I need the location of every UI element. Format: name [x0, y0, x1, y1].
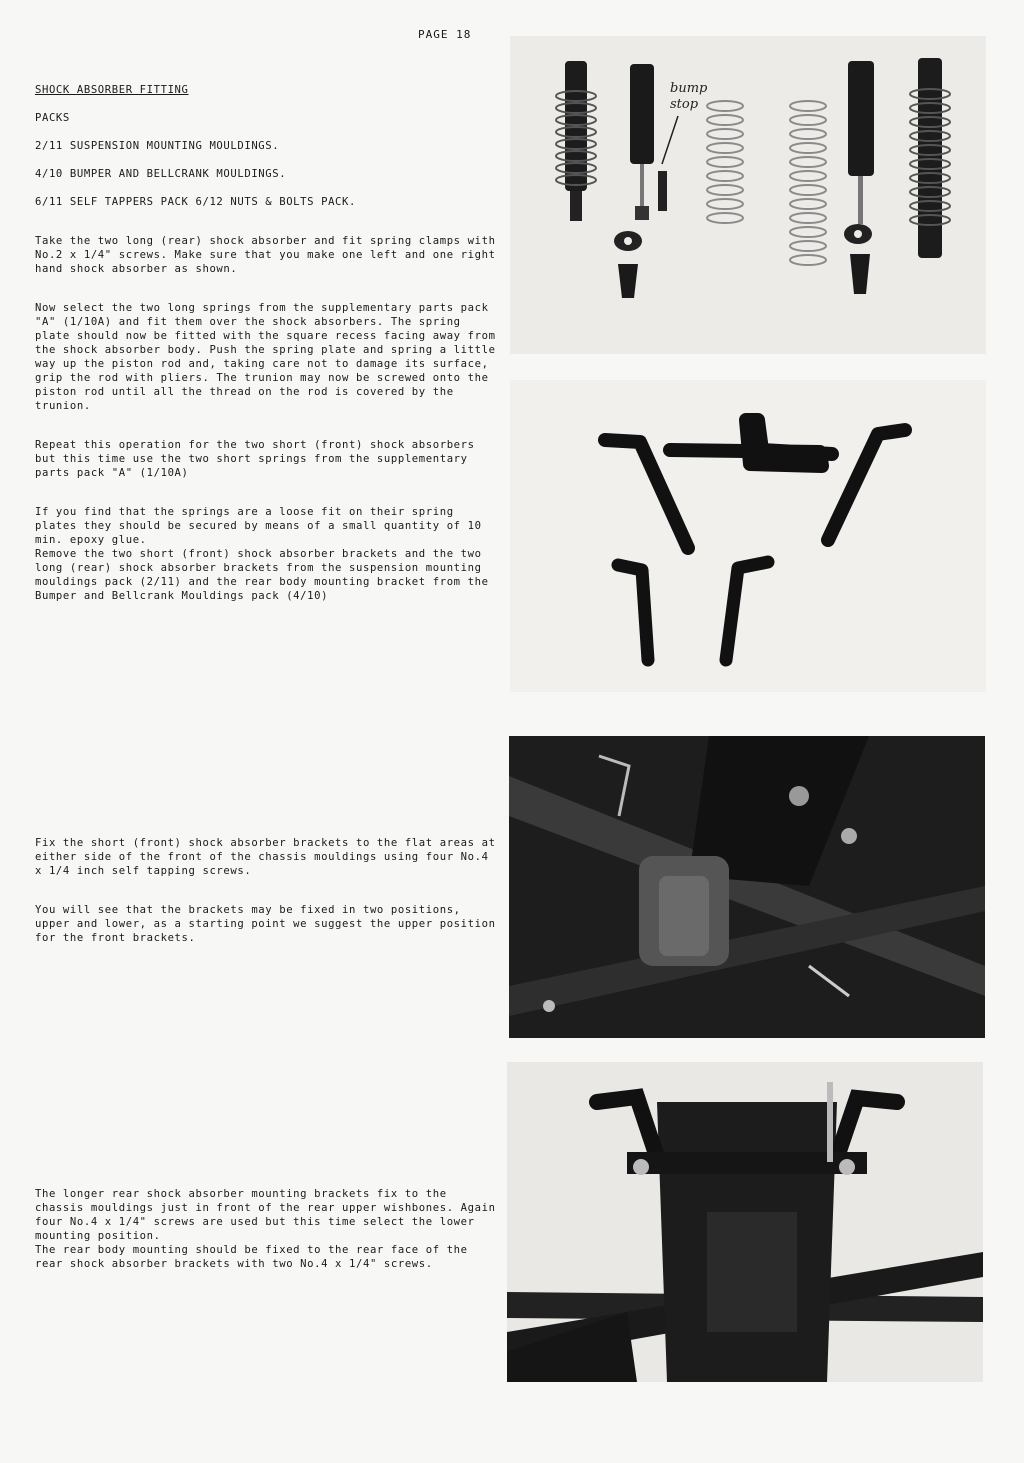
section-shock-absorber-fitting [35, 69, 497, 572]
bump-stop-annotation: stop [670, 97, 699, 112]
photo-shock-absorbers [510, 36, 986, 354]
step-fix-front-brackets [35, 822, 497, 970]
pack-line: 2/11 SUSPENSION MOUNTING MOULDINGS. [35, 140, 280, 152]
instruction-paragraph: Take the two long (rear) shock absorber and fit spring clamps with No.2 x 1/4" screws. Make sure that you make one left and one right hand shock absorber as shown. [35, 235, 496, 275]
photo-rear-chassis [507, 1062, 983, 1382]
instruction-paragraph: Remove the two short (front) shock absorber brackets and the two long (rear) shock absorber brackets from the suspension mounting mouldings pack (2/11) and the rear body mounting bracket from the Bumper and Bellcrank Mouldings pack (4/10) [35, 548, 489, 602]
step-fix-rear-brackets [35, 1173, 497, 1296]
instruction-paragraph: Repeat this operation for the two short (front) shock absorbers but this time use the two short springs from the supplementary parts pack "A" (1/10A) [35, 439, 475, 479]
pack-line: 4/10 BUMPER AND BELLCRANK MOULDINGS. [35, 168, 287, 180]
pack-line: 6/11 SELF TAPPERS PACK 6/12 NUTS & BOLTS PACK. [35, 196, 356, 208]
instruction-paragraph: The longer rear shock absorber mounting brackets fix to the chassis mouldings just in front of the rear upper wishbones. Again four No.4 x 1/4" screws are used but this time select the lower mounting position. The rear body mounting should be fixed to the rear face of the rear shock absorber brackets with two No.4 x 1/4" screws. [35, 1188, 496, 1270]
instruction-paragraph: Fix the short (front) shock absorber brackets to the flat areas at either side of the front of the chassis mouldings using four No.4 x 1/4 inch self tapping screws. [35, 837, 496, 877]
instruction-paragraph: If you find that the springs are a loose fit on their spring plates they should be secured by means of a small quantity of 10 min. epoxy glue. [35, 506, 482, 546]
step-remove-brackets [35, 533, 497, 628]
section-heading: SHOCK ABSORBER FITTING [35, 84, 189, 96]
page-number: PAGE 18 [418, 28, 472, 41]
packs-label: PACKS [35, 112, 70, 124]
photo-brackets [510, 380, 986, 692]
bump-stop-annotation: bump [670, 81, 708, 96]
instruction-paragraph: Now select the two long springs from the supplementary parts pack "A" (1/10A) and fit them over the shock absorbers. The spring plate should now be fitted with the square recess facing away from the shock absorber body. Push the spring plate and spring a little way up the piston rod and, taking care not to damage its surface, grip the rod with pliers. The trunion may now be screwed onto the piston rod until all the thread on the rod is covered by the trunion. [35, 302, 496, 412]
instruction-paragraph: You will see that the brackets may be fixed in two positions, upper and lower, as a starting point we suggest the upper position for the front brackets. [35, 904, 496, 944]
photo-front-chassis [509, 736, 985, 1038]
